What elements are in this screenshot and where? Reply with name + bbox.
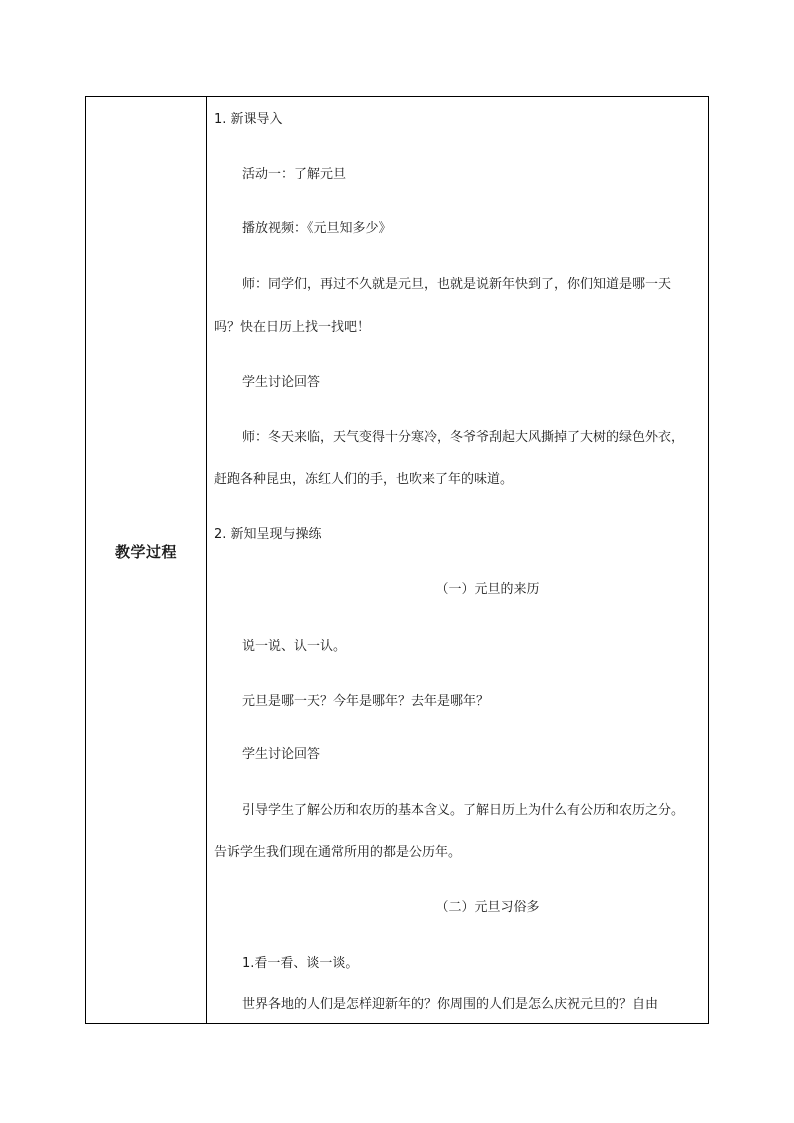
subheading-origin <box>207 582 708 598</box>
row-label-cell <box>86 97 207 1023</box>
world-text: 世界各地的人们是怎样迎新年的？你周围的人们是怎么庆祝元旦的？自由 <box>242 997 659 1012</box>
section-heading-intro: 1. 新课导入 <box>214 112 283 127</box>
subheading-origin-text: （一）元旦的来历 <box>435 582 540 597</box>
teacher-line-1b: 吗？快在日历上找一找吧！ <box>214 320 371 335</box>
look-text: 1.看一看、谈一谈。 <box>242 956 359 971</box>
subheading-customs <box>207 900 708 916</box>
student-discuss-2: 学生讨论回答 <box>242 747 321 762</box>
row-label: 教学过程 <box>114 543 177 561</box>
guide-line-a: 引导学生了解公历和农历的基本含义。了解日历上为什么有公历和农历之分。 <box>242 803 685 818</box>
subheading-customs-text: （二）元旦习俗多 <box>435 900 540 915</box>
section-heading-new: 2. 新知呈现与操练 <box>214 527 322 542</box>
video-text: 播放视频：《元旦知多少》 <box>242 221 392 236</box>
guide-line-b: 告诉学生我们现在通常所用的都是公历年。 <box>214 845 462 860</box>
content-cell <box>207 97 708 1023</box>
teacher-line-2b: 赶跑各种昆虫，冻红人们的手，也吹来了年的味道。 <box>214 472 514 487</box>
question-text: 元旦是哪一天？今年是哪年？去年是哪年？ <box>242 694 490 709</box>
teacher-line-1a: 师：同学们，再过不久就是元旦，也就是说新年快到了，你们知道是哪一天 <box>242 277 672 292</box>
teacher-line-2a: 师：冬天来临，天气变得十分寒冷，冬爷爷刮起大风撕掉了大树的绿色外衣， <box>242 430 685 445</box>
activity-one-text: 活动一：了解元旦 <box>242 167 347 182</box>
student-discuss-1: 学生讨论回答 <box>242 375 321 390</box>
say-text: 说一说、认一认。 <box>242 639 347 654</box>
lesson-table <box>85 96 709 1024</box>
